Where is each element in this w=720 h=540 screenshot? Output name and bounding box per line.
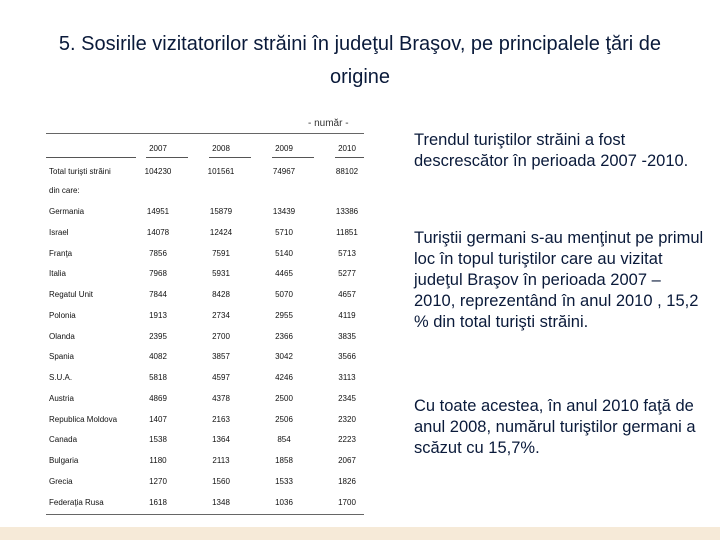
header-dash-2010: [335, 157, 364, 158]
unit-note: - număr -: [308, 118, 349, 129]
year-header-2007: 2007: [149, 144, 167, 153]
page-title: 5. Sosirile vizitatorilor străini în judeţul Braşov, pe principalele ţări de origine: [58, 33, 662, 88]
value-cell-2010: 1700: [338, 498, 356, 507]
value-cell-2008: 12424: [209, 228, 233, 237]
commentary-trend: Trendul turiştilor străini a fost descrescător în perioada 2007 -2010.: [414, 131, 689, 170]
total-value-2009: 74967: [272, 167, 296, 176]
value-cell-2009: 4465: [275, 269, 293, 278]
country-cell: Grecia: [49, 477, 73, 486]
value-cell-2007: 4869: [149, 394, 167, 403]
country-cell: Polonia: [49, 311, 76, 320]
total-value-2008: 101561: [207, 167, 235, 176]
year-header-2008: 2008: [212, 144, 230, 153]
total-value-2010: 88102: [335, 167, 359, 176]
value-cell-2008: 4378: [212, 394, 230, 403]
value-cell-2009: 2506: [275, 415, 293, 424]
value-cell-2010: 5277: [338, 269, 356, 278]
value-cell-2007: 4082: [149, 352, 167, 361]
value-cell-2009: 5710: [275, 228, 293, 237]
value-cell-2008: 2113: [212, 456, 230, 465]
value-cell-2007: 5818: [149, 373, 167, 382]
country-cell: Regatul Unit: [49, 290, 94, 299]
value-cell-2007: 14078: [146, 228, 170, 237]
value-cell-2009: 2500: [275, 394, 293, 403]
value-cell-2009: 2366: [275, 332, 293, 341]
value-cell-2008: 2734: [212, 311, 230, 320]
value-cell-2010: 3566: [338, 352, 356, 361]
value-cell-2007: 7856: [149, 249, 167, 258]
country-cell: Spania: [49, 352, 74, 361]
header-dash-2008: [209, 157, 251, 158]
value-cell-2008: 5931: [212, 269, 230, 278]
value-cell-2009: 2955: [275, 311, 293, 320]
value-cell-2010: 4657: [338, 290, 356, 299]
country-cell: Israel: [49, 228, 69, 237]
value-cell-2009: 13439: [272, 207, 296, 216]
total-value-2007: 104230: [144, 167, 172, 176]
country-cell: Franţa: [49, 249, 73, 258]
header-dash-2007: [146, 157, 188, 158]
value-cell-2010: 4119: [338, 311, 356, 320]
country-cell: Italia: [49, 269, 66, 278]
value-cell-2007: 1618: [149, 498, 167, 507]
value-cell-2009: 854: [277, 435, 291, 444]
value-cell-2010: 2067: [338, 456, 356, 465]
value-cell-2010: 2345: [338, 394, 356, 403]
value-cell-2008: 4597: [212, 373, 230, 382]
commentary-germany-top: Turiştii germani s-au menţinut pe primul loc în topul turiştilor care au vizitat judeţul Braşov în perioada 2007 – 2010, reprezentând în anul 2010 , 15,2 % din total turişti străini.: [414, 229, 704, 331]
value-cell-2008: 2700: [212, 332, 230, 341]
value-cell-2008: 8428: [212, 290, 230, 299]
value-cell-2007: 14951: [146, 207, 170, 216]
value-cell-2007: 7844: [149, 290, 167, 299]
value-cell-2007: 1270: [149, 477, 167, 486]
value-cell-2010: 1826: [338, 477, 356, 486]
value-cell-2007: 1913: [149, 311, 167, 320]
header-dash-label: [46, 157, 136, 158]
value-cell-2007: 1538: [149, 435, 167, 444]
value-cell-2007: 1407: [149, 415, 167, 424]
value-cell-2009: 1036: [275, 498, 293, 507]
value-cell-2008: 1560: [212, 477, 230, 486]
total-label: Total turişti străini: [49, 167, 111, 176]
commentary-germany-decline: Cu toate acestea, în anul 2010 faţă de anul 2008, numărul turiştilor germani a scăzut cu 15,7%.: [414, 397, 696, 457]
table-top-rule: [46, 133, 364, 134]
country-cell: Republica Moldova: [49, 415, 118, 424]
value-cell-2009: 5140: [275, 249, 293, 258]
value-cell-2009: 4246: [275, 373, 293, 382]
value-cell-2008: 15879: [209, 207, 233, 216]
value-cell-2010: 3113: [338, 373, 356, 382]
value-cell-2009: 3042: [275, 352, 293, 361]
value-cell-2010: 11851: [336, 228, 358, 237]
value-cell-2008: 2163: [212, 415, 230, 424]
country-cell: Federaţia Rusa: [49, 498, 104, 507]
value-cell-2009: 5070: [275, 290, 293, 299]
year-header-2009: 2009: [275, 144, 293, 153]
country-cell: Germania: [49, 207, 85, 216]
country-cell: Bulgaria: [49, 456, 79, 465]
value-cell-2009: 1858: [275, 456, 293, 465]
value-cell-2008: 1364: [212, 435, 230, 444]
value-cell-2010: 2223: [338, 435, 356, 444]
value-cell-2008: 3857: [212, 352, 230, 361]
value-cell-2010: 13386: [335, 207, 359, 216]
value-cell-2010: 5713: [338, 249, 356, 258]
year-header-2010: 2010: [338, 144, 356, 153]
value-cell-2007: 2395: [149, 332, 167, 341]
value-cell-2008: 7591: [212, 249, 230, 258]
subheader-label: din care:: [49, 186, 80, 195]
country-cell: Austria: [49, 394, 74, 403]
value-cell-2010: 3835: [338, 332, 356, 341]
value-cell-2007: 1180: [149, 456, 167, 465]
value-cell-2009: 1533: [275, 477, 293, 486]
table-bottom-rule: [46, 514, 364, 515]
country-cell: Canada: [49, 435, 78, 444]
country-cell: S.U.A.: [49, 373, 73, 382]
value-cell-2007: 7968: [149, 269, 167, 278]
header-dash-2009: [272, 157, 314, 158]
value-cell-2010: 2320: [338, 415, 356, 424]
footer-band: [0, 527, 720, 540]
value-cell-2008: 1348: [212, 498, 230, 507]
country-cell: Olanda: [49, 332, 75, 341]
